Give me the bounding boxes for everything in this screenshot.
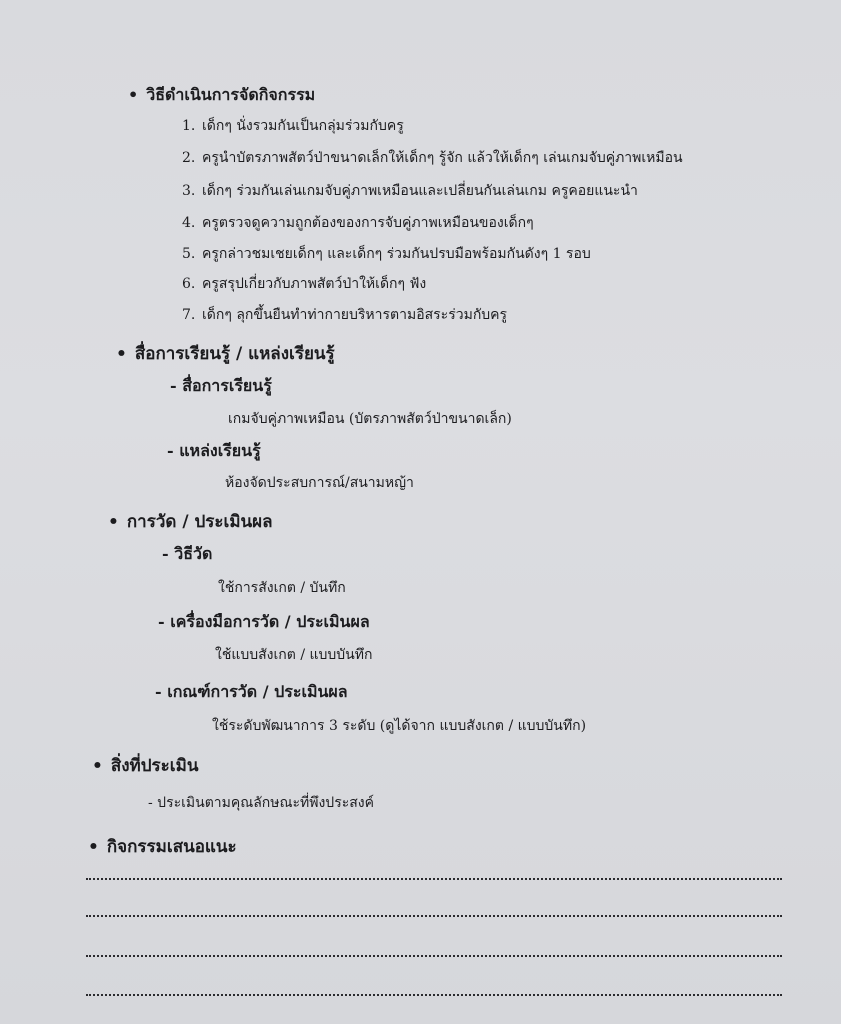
step-4 <box>182 212 534 234</box>
step-5 <box>182 243 591 265</box>
step-number: 3. <box>182 183 196 199</box>
step-number: 6. <box>182 276 196 292</box>
step-text: เด็กๆ ร่วมกันเล่นเกมจับคู่ภาพเหมือนและเปลี่ยนกันเล่นเกม ครูคอยแนะนำ <box>202 183 638 199</box>
step-text: ครูตรวจดูความถูกต้องของการจับคู่ภาพเหมือนของเด็กๆ <box>202 215 534 231</box>
step-number: 2. <box>182 150 196 166</box>
step-text: เด็กๆ นั่งรวมกันเป็นกลุ่มร่วมกับครู <box>202 118 404 134</box>
source-label: แหล่งเรียนรู้ <box>179 441 261 460</box>
media-value: เกมจับคู่ภาพเหมือน (บัตรภาพสัตว์ป่าขนาดเล็ก) <box>228 411 512 427</box>
criteria-sublabel <box>155 680 348 705</box>
source-sublabel <box>167 439 261 464</box>
step-number: 7. <box>182 307 196 323</box>
step-2 <box>182 147 683 169</box>
tool-value: ใช้แบบสังเกต / แบบบันทึก <box>215 647 373 663</box>
step-1 <box>182 115 404 137</box>
method-value: ใช้การสังเกต / บันทึก <box>218 580 346 596</box>
method-label: วิธีวัด <box>174 544 213 563</box>
evaluation-heading: • การวัด / ประเมินผล <box>108 508 273 535</box>
dotted-line <box>86 955 782 957</box>
suggested-heading: • กิจกรรมเสนอแนะ <box>88 833 237 860</box>
step-7 <box>182 304 507 326</box>
dotted-line <box>86 878 782 880</box>
dotted-line <box>86 915 782 917</box>
step-number: 4. <box>182 215 196 231</box>
step-number: 1. <box>182 118 196 134</box>
criteria-label: เกณฑ์การวัด / ประเมินผล <box>167 682 348 701</box>
media-heading: • สื่อการเรียนรู้ / แหล่งเรียนรู้ <box>116 340 335 367</box>
method-sublabel <box>162 542 212 567</box>
step-6 <box>182 273 426 295</box>
step-text: ครูกล่าวชมเชยเด็กๆ และเด็กๆ ร่วมกันปรบมือพร้อมกันดังๆ 1 รอบ <box>202 246 591 262</box>
procedure-heading: • วิธีดำเนินการจัดกิจกรรม <box>128 83 315 108</box>
step-3 <box>182 180 638 202</box>
dotted-line <box>86 994 782 996</box>
media-label: สื่อการเรียนรู้ <box>182 376 272 395</box>
step-text: เด็กๆ ลุกขึ้นยืนทำท่ากายบริหารตามอิสระร่วมกับครู <box>202 307 508 323</box>
media-sublabel <box>170 374 272 399</box>
assessed-item: - ประเมินตามคุณลักษณะที่พึงประสงค์ <box>148 795 374 811</box>
assessed-heading: • สิ่งที่ประเมิน <box>92 752 198 779</box>
criteria-value: ใช้ระดับพัฒนาการ 3 ระดับ (ดูได้จาก แบบสังเกต / แบบบันทึก) <box>212 718 587 734</box>
tool-label: เครื่องมือการวัด / ประเมินผล <box>170 612 370 631</box>
step-text: ครูสรุปเกี่ยวกับภาพสัตว์ป่าให้เด็กๆ ฟัง <box>202 276 427 292</box>
source-value: ห้องจัดประสบการณ์/สนามหญ้า <box>225 475 414 491</box>
step-number: 5. <box>182 246 196 262</box>
step-text: ครูนำบัตรภาพสัตว์ป่าขนาดเล็กให้เด็กๆ รู้จัก แล้วให้เด็กๆ เล่นเกมจับคู่ภาพเหมือน <box>202 150 683 166</box>
tool-sublabel <box>158 610 370 635</box>
